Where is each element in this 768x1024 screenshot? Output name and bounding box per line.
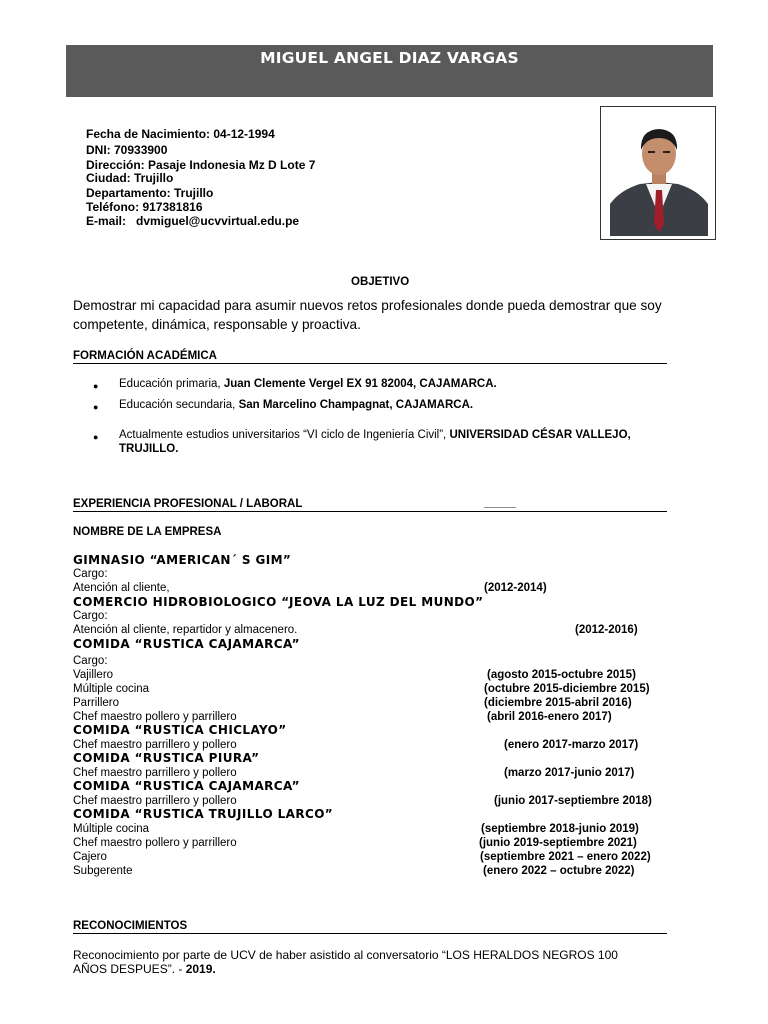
address: Dirección: Pasaje Indonesia Mz D Lote 7 xyxy=(86,158,316,172)
job-date: (marzo 2017-junio 2017) xyxy=(504,767,635,779)
profile-photo xyxy=(610,124,708,236)
cargo-label: Cargo: xyxy=(73,610,108,622)
job-date: (octubre 2015-diciembre 2015) xyxy=(484,683,650,695)
job-date: (junio 2017-septiembre 2018) xyxy=(494,795,652,807)
job-date: (agosto 2015-octubre 2015) xyxy=(487,669,636,681)
experience-rule xyxy=(73,511,667,512)
job-role: Chef maestro parrillero y pollero xyxy=(73,739,237,751)
education-rule xyxy=(73,363,667,364)
email: E-mail: dvmiguel@ucvvirtual.edu.pe xyxy=(86,214,300,228)
company-name-heading: NOMBRE DE LA EMPRESA xyxy=(73,526,222,538)
department: Departamento: Trujillo xyxy=(86,186,214,200)
company-name: COMIDA “RUSTICA CHICLAYO” xyxy=(73,723,287,737)
job-role: Múltiple cocina xyxy=(73,683,150,695)
recognition-year: 2019. xyxy=(185,962,216,976)
phone: Teléfono: 917381816 xyxy=(86,200,203,214)
company-name: GIMNASIO “AMERICAN´ S GIM” xyxy=(73,553,292,567)
education-item-institution: UNIVERSIDAD CÉSAR VALLEJO, xyxy=(449,429,631,441)
recognition-text: AÑOS DESPUES”. - xyxy=(73,962,186,976)
cargo-label: Cargo: xyxy=(73,568,108,580)
education-item-institution: San Marcelino Champagnat, CAJAMARCA. xyxy=(238,399,474,411)
job-role: Chef maestro pollero y parrillero xyxy=(73,837,237,849)
cargo-label: Cargo: xyxy=(73,655,108,667)
company-name: COMERCIO HIDROBIOLOGICO “JEOVA LA LUZ DEL MUNDO” xyxy=(73,595,484,609)
job-date: (enero 2022 – octubre 2022) xyxy=(483,865,635,877)
education-item xyxy=(119,429,631,442)
experience-heading: EXPERIENCIA PROFESIONAL / LABORAL xyxy=(73,498,303,510)
candidate-name: MIGUEL ANGEL DIAZ VARGAS xyxy=(260,49,519,67)
job-role: Vajillero xyxy=(73,669,114,681)
city: Ciudad: Trujillo xyxy=(86,171,174,185)
objective-heading: OBJETIVO xyxy=(351,276,410,288)
education-item-text: Actualmente estudios universitarios “VI ciclo de Ingeniería Civil”, xyxy=(119,429,450,441)
company-name: COMIDA “RUSTICA CAJAMARCA” xyxy=(73,779,300,793)
job-role: Atención al cliente, xyxy=(73,582,170,594)
job-role: Cajero xyxy=(73,851,107,863)
job-role: Parrillero xyxy=(73,697,120,709)
job-role: Chef maestro parrillero y pollero xyxy=(73,767,237,779)
recognition-rule xyxy=(73,933,667,934)
education-item-text: Educación secundaria, xyxy=(119,399,239,411)
education-item-institution: Juan Clemente Vergel EX 91 82004, CAJAMARCA. xyxy=(223,378,497,390)
job-date: (diciembre 2015-abril 2016) xyxy=(484,697,632,709)
job-date: (2012-2014) xyxy=(484,582,547,594)
job-date: (2012-2016) xyxy=(575,624,638,636)
company-name: COMIDA “RUSTICA CAJAMARCA” xyxy=(73,637,300,651)
job-role: Chef maestro parrillero y pollero xyxy=(73,795,237,807)
job-date: (septiembre 2018-junio 2019) xyxy=(481,823,639,835)
bullet-icon: ● xyxy=(93,381,99,391)
job-date: (junio 2019-septiembre 2021) xyxy=(479,837,637,849)
dni: DNI: 70933900 xyxy=(86,143,168,157)
job-role: Subgerente xyxy=(73,865,133,877)
recognition-line-1: Reconocimiento por parte de UCV de haber asistido al conversatorio “LOS HERALDOS NEGROS 100 xyxy=(73,948,618,962)
job-date: (septiembre 2021 – enero 2022) xyxy=(480,851,651,863)
education-item-city: TRUJILLO. xyxy=(119,443,179,455)
education-item xyxy=(119,399,473,412)
education-item xyxy=(119,378,497,391)
company-name: COMIDA “RUSTICA TRUJILLO LARCO” xyxy=(73,807,334,821)
recognition-line-2 xyxy=(73,962,216,976)
company-name: COMIDA “RUSTICA PIURA” xyxy=(73,751,260,765)
job-role: Múltiple cocina xyxy=(73,823,150,835)
objective-line-2: competente, dinámica, responsable y proactiva. xyxy=(73,317,361,332)
bullet-icon: ● xyxy=(93,432,99,442)
education-heading: FORMACIÓN ACADÉMICA xyxy=(73,350,217,362)
experience-heading-tail: _____ xyxy=(484,497,516,509)
job-role: Chef maestro pollero y parrillero xyxy=(73,711,237,723)
birth-date: Fecha de Nacimiento: 04-12-1994 xyxy=(86,127,275,141)
job-role: Atención al cliente, repartidor y almacenero. xyxy=(73,624,298,636)
bullet-icon: ● xyxy=(93,402,99,412)
education-item-text: Educación primaria, xyxy=(119,378,224,390)
objective-line-1: Demostrar mi capacidad para asumir nuevos retos profesionales donde pueda demostrar que soy xyxy=(73,298,662,313)
recognition-heading: RECONOCIMIENTOS xyxy=(73,920,188,932)
job-date: (abril 2016-enero 2017) xyxy=(487,711,612,723)
job-date: (enero 2017-marzo 2017) xyxy=(504,739,639,751)
